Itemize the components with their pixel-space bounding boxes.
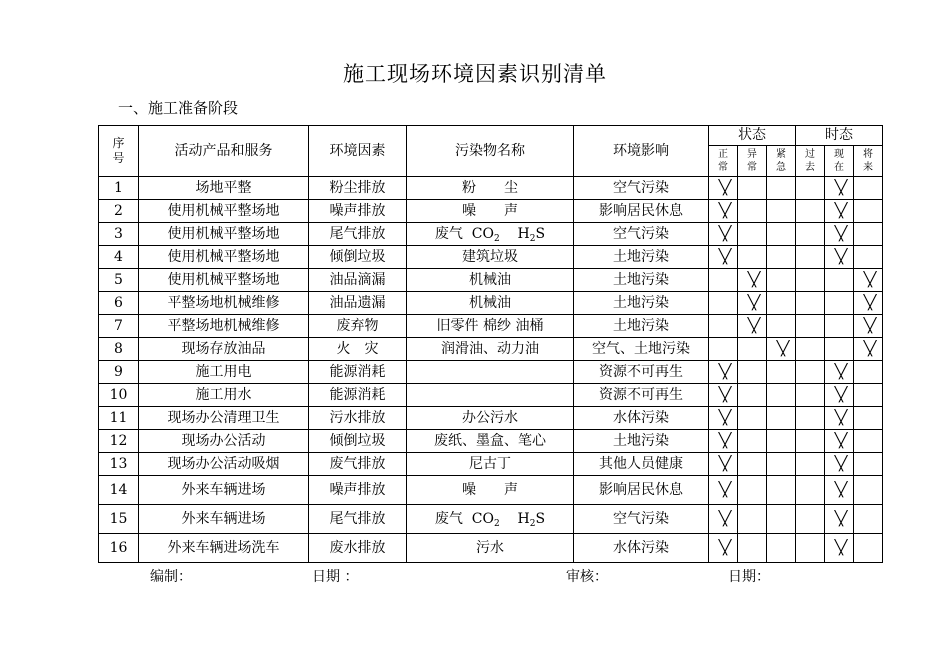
tense-present-cell <box>825 476 854 505</box>
check-mark-icon: ╲╱ <box>834 248 844 265</box>
row-pollutant: 噪 声 <box>407 476 574 505</box>
row-factor: 能源消耗 <box>309 361 407 384</box>
table-row <box>99 292 883 315</box>
header-status-emergency-text: 紧急 <box>776 149 787 173</box>
row-pollutant <box>407 384 574 407</box>
header-seq-text: 序号 <box>112 136 125 165</box>
row-activity: 外来车辆进场洗车 <box>139 534 309 563</box>
check-mark-icon: ╲╱ <box>834 455 844 472</box>
row-seq: 14 <box>99 476 139 505</box>
row-impact: 空气污染 <box>574 177 709 200</box>
tense-future-cell <box>854 315 883 338</box>
row-activity: 使用机械平整场地 <box>139 223 309 246</box>
tense-future-cell <box>854 338 883 361</box>
row-impact: 资源不可再生 <box>574 384 709 407</box>
tense-past-cell <box>796 269 825 292</box>
tense-present-cell <box>825 223 854 246</box>
status-normal-cell <box>709 430 738 453</box>
row-activity: 平整场地机械维修 <box>139 315 309 338</box>
table-row <box>99 223 883 246</box>
status-emergency-cell <box>767 453 796 476</box>
row-pollutant: 润滑油、动力油 <box>407 338 574 361</box>
tense-present-cell <box>825 430 854 453</box>
row-impact: 土地污染 <box>574 246 709 269</box>
tense-future-cell <box>854 246 883 269</box>
status-abnormal-cell <box>738 453 767 476</box>
tense-past-cell <box>796 505 825 534</box>
tense-past-cell <box>796 246 825 269</box>
footer-editor: 编制： <box>150 569 192 585</box>
status-abnormal-cell <box>738 407 767 430</box>
check-mark-icon: ╲╱ <box>718 539 728 556</box>
header-tense-past-text: 过去 <box>805 149 816 173</box>
header-status-normal-text: 正常 <box>718 149 728 173</box>
row-seq: 8 <box>99 338 139 361</box>
row-pollutant: 办公污水 <box>407 407 574 430</box>
row-activity: 施工用水 <box>139 384 309 407</box>
row-impact: 水体污染 <box>574 534 709 563</box>
status-normal-cell <box>709 384 738 407</box>
row-seq: 11 <box>99 407 139 430</box>
row-impact: 其他人员健康 <box>574 453 709 476</box>
status-abnormal-cell <box>738 292 767 315</box>
row-factor: 火 灾 <box>309 338 407 361</box>
row-seq: 6 <box>99 292 139 315</box>
status-normal-cell <box>709 476 738 505</box>
row-factor: 尾气排放 <box>309 223 407 246</box>
row-impact: 土地污染 <box>574 430 709 453</box>
status-normal-cell <box>709 200 738 223</box>
table-row <box>99 177 883 200</box>
table-row <box>99 505 883 534</box>
tense-past-cell <box>796 292 825 315</box>
row-impact: 影响居民休息 <box>574 476 709 505</box>
tense-present-cell <box>825 384 854 407</box>
row-pollutant: 尼古丁 <box>407 453 574 476</box>
row-activity: 外来车辆进场 <box>139 505 309 534</box>
tense-future-cell <box>854 384 883 407</box>
tense-future-cell <box>854 361 883 384</box>
status-emergency-cell <box>767 292 796 315</box>
tense-present-cell <box>825 315 854 338</box>
row-pollutant: 建筑垃圾 <box>407 246 574 269</box>
status-emergency-cell <box>767 384 796 407</box>
status-normal-cell <box>709 269 738 292</box>
row-impact: 水体污染 <box>574 407 709 430</box>
row-activity: 场地平整 <box>139 177 309 200</box>
check-mark-icon: ╲╱ <box>718 179 728 196</box>
gas-h: H <box>517 510 530 527</box>
check-mark-icon: ╲╱ <box>834 179 844 196</box>
row-factor: 粉尘排放 <box>309 177 407 200</box>
gas-co-sub: 2 <box>494 233 500 244</box>
check-mark-icon: ╲╱ <box>718 202 728 219</box>
status-abnormal-cell <box>738 223 767 246</box>
row-impact: 资源不可再生 <box>574 361 709 384</box>
footer-date-1: 日期 ： <box>312 569 359 585</box>
row-factor: 废水排放 <box>309 534 407 563</box>
gas-s: S <box>535 225 546 242</box>
footer-reviewer: 审核： <box>566 569 608 585</box>
check-mark-icon: ╲╱ <box>718 455 728 472</box>
tense-present-cell <box>825 505 854 534</box>
row-impact: 土地污染 <box>574 315 709 338</box>
row-pollutant: 污水 <box>407 534 574 563</box>
row-impact: 土地污染 <box>574 292 709 315</box>
status-normal-cell <box>709 453 738 476</box>
check-mark-icon: ╲╱ <box>863 340 873 357</box>
status-emergency-cell <box>767 246 796 269</box>
page-title: 施工现场环境因素识别清单 <box>343 62 607 86</box>
row-factor: 噪声排放 <box>309 476 407 505</box>
tense-past-cell <box>796 223 825 246</box>
check-mark-icon: ╲╱ <box>834 432 844 449</box>
gas-prefix: 废气 <box>434 225 463 242</box>
table-row <box>99 246 883 269</box>
tense-present-cell <box>825 246 854 269</box>
status-abnormal-cell <box>738 246 767 269</box>
row-factor: 油品滴漏 <box>309 269 407 292</box>
tense-past-cell <box>796 430 825 453</box>
row-seq: 16 <box>99 534 139 563</box>
check-mark-icon: ╲╱ <box>834 225 844 242</box>
status-emergency-cell <box>767 430 796 453</box>
status-emergency-cell <box>767 315 796 338</box>
gas-co: CO <box>471 510 494 527</box>
row-seq: 15 <box>99 505 139 534</box>
check-mark-icon: ╲╱ <box>834 363 844 380</box>
check-mark-icon: ╲╱ <box>863 317 873 334</box>
check-mark-icon: ╲╱ <box>834 202 844 219</box>
check-mark-icon: ╲╱ <box>718 386 728 403</box>
status-normal-cell <box>709 292 738 315</box>
row-seq: 12 <box>99 430 139 453</box>
row-factor: 废弃物 <box>309 315 407 338</box>
row-seq: 4 <box>99 246 139 269</box>
status-abnormal-cell <box>738 177 767 200</box>
row-pollutant: 废纸、墨盒、笔心 <box>407 430 574 453</box>
check-mark-icon: ╲╱ <box>747 294 757 311</box>
row-activity: 平整场地机械维修 <box>139 292 309 315</box>
row-activity: 施工用电 <box>139 361 309 384</box>
check-mark-icon: ╲╱ <box>718 510 728 527</box>
check-mark-icon: ╲╱ <box>718 481 728 498</box>
row-factor: 倾倒垃圾 <box>309 430 407 453</box>
environment-factor-table <box>98 125 883 563</box>
tense-present-cell <box>825 200 854 223</box>
header-impact: 环境影响 <box>574 126 709 177</box>
gas-co: CO <box>471 225 494 242</box>
tense-future-cell <box>854 269 883 292</box>
table-row <box>99 430 883 453</box>
header-status-abnormal <box>738 146 767 177</box>
tense-present-cell <box>825 534 854 563</box>
row-seq: 5 <box>99 269 139 292</box>
gas-h: H <box>517 225 530 242</box>
table-row <box>99 407 883 430</box>
status-abnormal-cell <box>738 476 767 505</box>
check-mark-icon: ╲╱ <box>747 317 757 334</box>
status-emergency-cell <box>767 361 796 384</box>
status-abnormal-cell <box>738 534 767 563</box>
table-row <box>99 476 883 505</box>
header-tense-future <box>854 146 883 177</box>
header-tense-past <box>796 146 825 177</box>
row-activity: 使用机械平整场地 <box>139 269 309 292</box>
row-pollutant: 旧零件 棉纱 油桶 <box>407 315 574 338</box>
header-seq <box>99 126 139 177</box>
row-seq: 10 <box>99 384 139 407</box>
row-seq: 13 <box>99 453 139 476</box>
header-activity: 活动产品和服务 <box>139 126 309 177</box>
check-mark-icon: ╲╱ <box>747 271 757 288</box>
row-factor: 噪声排放 <box>309 200 407 223</box>
tense-past-cell <box>796 407 825 430</box>
tense-past-cell <box>796 534 825 563</box>
status-abnormal-cell <box>738 200 767 223</box>
tense-past-cell <box>796 338 825 361</box>
status-abnormal-cell <box>738 505 767 534</box>
row-seq: 2 <box>99 200 139 223</box>
gas-h-sub: 2 <box>529 233 536 244</box>
tense-present-cell <box>825 407 854 430</box>
tense-future-cell <box>854 476 883 505</box>
tense-present-cell <box>825 177 854 200</box>
header-pollutant: 污染物名称 <box>407 126 574 177</box>
gas-co-sub: 2 <box>494 518 500 529</box>
row-pollutant <box>407 505 574 534</box>
check-mark-icon: ╲╱ <box>834 539 844 556</box>
status-emergency-cell <box>767 223 796 246</box>
check-mark-icon: ╲╱ <box>834 409 844 426</box>
table-row <box>99 338 883 361</box>
row-pollutant: 机械油 <box>407 269 574 292</box>
check-mark-icon: ╲╱ <box>863 294 873 311</box>
tense-future-cell <box>854 200 883 223</box>
tense-present-cell <box>825 361 854 384</box>
table-row <box>99 453 883 476</box>
status-emergency-cell <box>767 407 796 430</box>
row-pollutant: 粉 尘 <box>407 177 574 200</box>
status-emergency-cell <box>767 476 796 505</box>
tense-future-cell <box>854 430 883 453</box>
check-mark-icon: ╲╱ <box>834 386 844 403</box>
tense-future-cell <box>854 177 883 200</box>
tense-past-cell <box>796 177 825 200</box>
row-factor: 油品遗漏 <box>309 292 407 315</box>
row-factor: 尾气排放 <box>309 505 407 534</box>
table-body <box>99 177 883 563</box>
status-normal-cell <box>709 223 738 246</box>
status-abnormal-cell <box>738 430 767 453</box>
tense-past-cell <box>796 453 825 476</box>
check-mark-icon: ╲╱ <box>718 225 728 242</box>
row-pollutant: 噪 声 <box>407 200 574 223</box>
status-normal-cell <box>709 505 738 534</box>
check-mark-icon: ╲╱ <box>718 409 728 426</box>
tense-past-cell <box>796 476 825 505</box>
row-seq: 7 <box>99 315 139 338</box>
status-abnormal-cell <box>738 361 767 384</box>
tense-future-cell <box>854 534 883 563</box>
header-tense-present-text: 现在 <box>834 149 845 173</box>
status-normal-cell <box>709 338 738 361</box>
status-emergency-cell <box>767 338 796 361</box>
table-row <box>99 315 883 338</box>
status-emergency-cell <box>767 534 796 563</box>
header-status-emergency <box>767 146 796 177</box>
row-activity: 使用机械平整场地 <box>139 246 309 269</box>
tense-future-cell <box>854 407 883 430</box>
row-impact: 土地污染 <box>574 269 709 292</box>
row-factor: 能源消耗 <box>309 384 407 407</box>
header-status-normal <box>709 146 738 177</box>
row-activity: 现场办公活动吸烟 <box>139 453 309 476</box>
footer-date-2: 日期： <box>728 569 770 585</box>
check-mark-icon: ╲╱ <box>776 340 786 357</box>
section-heading: 一、施工准备阶段 <box>118 99 239 117</box>
gas-prefix: 废气 <box>434 510 463 527</box>
status-normal-cell <box>709 534 738 563</box>
row-impact: 空气污染 <box>574 505 709 534</box>
status-normal-cell <box>709 361 738 384</box>
status-normal-cell <box>709 315 738 338</box>
tense-past-cell <box>796 200 825 223</box>
status-normal-cell <box>709 246 738 269</box>
row-factor: 废气排放 <box>309 453 407 476</box>
header-tense: 时态 <box>796 126 883 146</box>
row-activity: 现场办公清理卫生 <box>139 407 309 430</box>
row-activity: 使用机械平整场地 <box>139 200 309 223</box>
tense-past-cell <box>796 315 825 338</box>
header-status: 状态 <box>709 126 796 146</box>
row-impact: 影响居民休息 <box>574 200 709 223</box>
status-abnormal-cell <box>738 269 767 292</box>
check-mark-icon: ╲╱ <box>718 248 728 265</box>
tense-future-cell <box>854 453 883 476</box>
check-mark-icon: ╲╱ <box>718 363 728 380</box>
status-emergency-cell <box>767 269 796 292</box>
status-emergency-cell <box>767 177 796 200</box>
check-mark-icon: ╲╱ <box>834 481 844 498</box>
check-mark-icon: ╲╱ <box>834 510 844 527</box>
row-activity: 外来车辆进场 <box>139 476 309 505</box>
row-impact: 空气污染 <box>574 223 709 246</box>
row-seq: 9 <box>99 361 139 384</box>
row-activity: 现场办公活动 <box>139 430 309 453</box>
status-abnormal-cell <box>738 338 767 361</box>
row-seq: 3 <box>99 223 139 246</box>
row-pollutant <box>407 223 574 246</box>
header-factor: 环境因素 <box>309 126 407 177</box>
row-factor: 倾倒垃圾 <box>309 246 407 269</box>
gas-s: S <box>535 510 546 527</box>
table-row <box>99 361 883 384</box>
tense-future-cell <box>854 223 883 246</box>
tense-present-cell <box>825 292 854 315</box>
header-tense-future-text: 将来 <box>863 149 874 173</box>
row-activity: 现场存放油品 <box>139 338 309 361</box>
status-emergency-cell <box>767 505 796 534</box>
table-row <box>99 269 883 292</box>
row-seq: 1 <box>99 177 139 200</box>
gas-h-sub: 2 <box>529 518 536 529</box>
table-row <box>99 200 883 223</box>
row-pollutant: 机械油 <box>407 292 574 315</box>
row-impact: 空气、土地污染 <box>574 338 709 361</box>
check-mark-icon: ╲╱ <box>863 271 873 288</box>
status-normal-cell <box>709 177 738 200</box>
check-mark-icon: ╲╱ <box>718 432 728 449</box>
table-row <box>99 384 883 407</box>
tense-present-cell <box>825 269 854 292</box>
header-tense-present <box>825 146 854 177</box>
status-abnormal-cell <box>738 384 767 407</box>
tense-past-cell <box>796 361 825 384</box>
row-pollutant <box>407 361 574 384</box>
header-status-abnormal-text: 异常 <box>747 149 757 173</box>
status-normal-cell <box>709 407 738 430</box>
tense-future-cell <box>854 505 883 534</box>
status-abnormal-cell <box>738 315 767 338</box>
tense-present-cell <box>825 453 854 476</box>
tense-future-cell <box>854 292 883 315</box>
status-emergency-cell <box>767 200 796 223</box>
table-row <box>99 534 883 563</box>
row-factor: 污水排放 <box>309 407 407 430</box>
tense-present-cell <box>825 338 854 361</box>
tense-past-cell <box>796 384 825 407</box>
